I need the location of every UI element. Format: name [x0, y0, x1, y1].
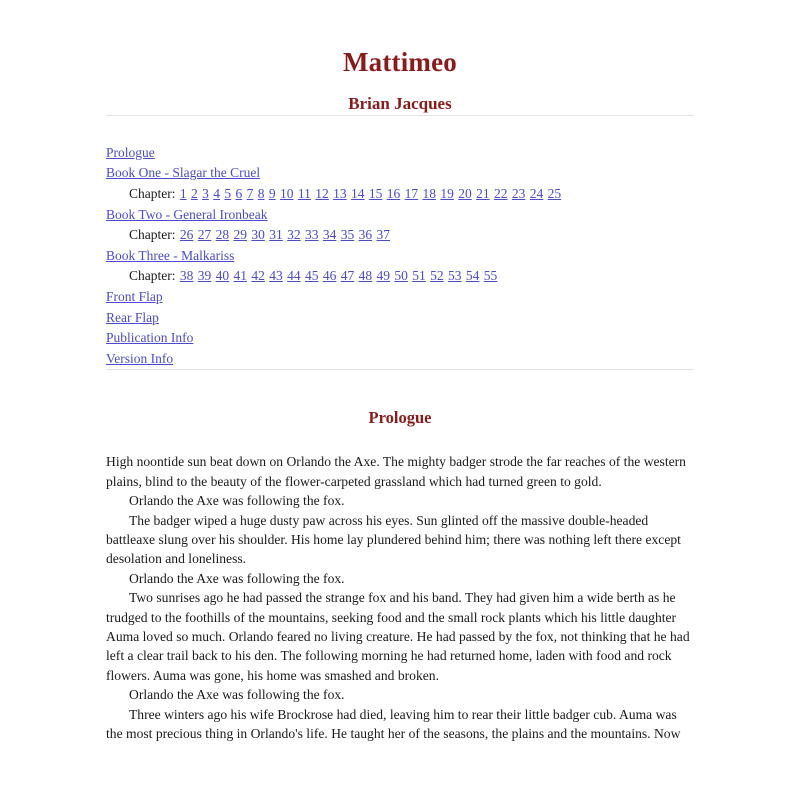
page-title: Mattimeo: [342, 47, 458, 77]
chapter-links-book-three: [176, 268, 498, 283]
prologue-body: [106, 428, 694, 743]
prologue-heading: Prologue: [368, 408, 432, 428]
chapter-link-28[interactable]: 28: [215, 227, 230, 243]
chapter-link-2[interactable]: 2: [191, 185, 198, 201]
title-block: [106, 0, 694, 115]
chapter-list-book-one: [106, 184, 694, 205]
chapter-label: Chapter:: [129, 185, 176, 201]
chapter-link-18[interactable]: 18: [422, 185, 436, 201]
paragraph: Orlando the Axe was following the fox.: [129, 570, 345, 586]
chapter-list-book-three: [106, 266, 694, 287]
toc-entry-book-one: [106, 163, 694, 184]
paragraph: High noontide sun beat down on Orlando the Axe. The mighty badger strode the far reaches of the western plains, blind to the beauty of the flower-carpeted grassland which had turned green to gold.: [106, 454, 686, 489]
chapter-link-23[interactable]: 23: [511, 185, 526, 201]
chapter-link-34[interactable]: 34: [322, 227, 337, 243]
chapter-link-35[interactable]: 35: [340, 227, 355, 243]
toc-link-front-flap[interactable]: Front Flap: [106, 288, 163, 304]
chapter-link-49[interactable]: 49: [376, 268, 390, 284]
toc-link-rear-flap[interactable]: Rear Flap: [106, 309, 159, 325]
toc-link-version-info[interactable]: Version Info: [106, 350, 174, 366]
chapter-link-27[interactable]: 27: [197, 227, 212, 243]
chapter-link-12[interactable]: 12: [315, 185, 329, 201]
chapter-link-36[interactable]: 36: [358, 227, 373, 243]
chapter-link-21[interactable]: 21: [476, 185, 490, 201]
chapter-link-7[interactable]: 7: [246, 185, 254, 201]
chapter-label: Chapter:: [129, 268, 176, 284]
chapter-link-52[interactable]: 52: [430, 268, 444, 284]
chapter-link-10[interactable]: 10: [280, 185, 294, 201]
chapter-link-47[interactable]: 47: [340, 268, 355, 284]
chapter-link-5[interactable]: 5: [224, 185, 232, 201]
chapter-link-51[interactable]: 51: [412, 268, 426, 284]
chapter-link-24[interactable]: 24: [529, 185, 544, 201]
chapter-links-book-two: [176, 227, 391, 242]
chapter-link-46[interactable]: 46: [322, 268, 337, 284]
toc-entry-rear-flap: [106, 308, 694, 329]
toc-link-book-two[interactable]: Book Two - General Ironbeak: [106, 206, 268, 222]
chapter-link-8[interactable]: 8: [257, 185, 265, 201]
chapter-link-43[interactable]: 43: [269, 268, 283, 284]
chapter-link-33[interactable]: 33: [305, 227, 319, 243]
paragraph: Orlando the Axe was following the fox.: [129, 493, 345, 509]
chapter-link-16[interactable]: 16: [386, 185, 401, 201]
chapter-link-11[interactable]: 11: [297, 185, 311, 201]
table-of-contents: [106, 116, 694, 370]
chapter-link-30[interactable]: 30: [251, 227, 265, 243]
chapter-link-6[interactable]: 6: [235, 185, 243, 201]
chapter-list-book-two: [106, 225, 694, 246]
chapter-link-54[interactable]: 54: [465, 268, 480, 284]
chapter-link-29[interactable]: 29: [233, 227, 247, 243]
toc-entry-book-three: [106, 246, 694, 267]
chapter-link-1[interactable]: 1: [179, 185, 187, 201]
chapter-link-38[interactable]: 38: [179, 268, 194, 284]
chapter-link-48[interactable]: 48: [358, 268, 373, 284]
chapter-link-31[interactable]: 31: [269, 227, 283, 243]
chapter-link-17[interactable]: 17: [404, 185, 419, 201]
toc-entry-prologue: [106, 143, 694, 164]
chapter-link-45[interactable]: 45: [305, 268, 319, 284]
chapter-link-44[interactable]: 44: [287, 268, 301, 284]
toc-entry-version-info: [106, 349, 694, 370]
chapter-link-40[interactable]: 40: [215, 268, 230, 284]
toc-link-book-three[interactable]: Book Three - Malkariss: [106, 247, 235, 263]
chapter-link-42[interactable]: 42: [251, 268, 265, 284]
chapter-link-20[interactable]: 20: [458, 185, 472, 201]
chapter-link-3[interactable]: 3: [202, 185, 209, 201]
chapter-link-22[interactable]: 22: [494, 185, 508, 201]
chapter-links-book-one: [176, 186, 562, 201]
chapter-link-50[interactable]: 50: [394, 268, 408, 284]
chapter-link-15[interactable]: 15: [368, 185, 383, 201]
toc-link-publication-info[interactable]: Publication Info: [106, 330, 194, 346]
chapter-link-19[interactable]: 19: [440, 185, 454, 201]
chapter-link-9[interactable]: 9: [268, 185, 276, 201]
paragraph: The badger wiped a huge dusty paw across his eyes. Sun glinted off the massive double-headed battleaxe slung over his shoulder. His home lay plundered behind him; there was nothing left there except desolation and loneliness.: [106, 512, 681, 567]
chapter-link-25[interactable]: 25: [547, 185, 562, 201]
toc-link-book-one[interactable]: Book One - Slagar the Cruel: [106, 165, 261, 181]
paragraph: Two sunrises ago he had passed the strange fox and his band. They had given him a wide berth as he trudged to the foothills of the mountains, seeking food and the small rock plants which his little daughter Auma loved so much. Orlando feared no living creature. He had passed by the fox, not thinking that he had left a clear trail back to his den. The following morning he had returned home, laden with food and rock flowers. Auma was gone, his home was smashed and broken.: [106, 590, 690, 683]
chapter-link-41[interactable]: 41: [233, 268, 247, 284]
toc-entry-publication-info: [106, 328, 694, 349]
chapter-link-14[interactable]: 14: [351, 185, 365, 201]
toc-entry-front-flap: [106, 287, 694, 308]
chapter-link-13[interactable]: 13: [333, 185, 347, 201]
chapter-link-4[interactable]: 4: [213, 185, 220, 201]
paragraph: Orlando the Axe was following the fox.: [129, 687, 345, 703]
chapter-link-37[interactable]: 37: [376, 227, 390, 243]
chapter-link-53[interactable]: 53: [448, 268, 462, 284]
chapter-link-26[interactable]: 26: [179, 227, 194, 243]
chapter-link-55[interactable]: 55: [483, 268, 498, 284]
toc-link-prologue[interactable]: Prologue: [106, 144, 155, 160]
toc-entry-book-two: [106, 205, 694, 226]
book-author: Brian Jacques: [348, 94, 452, 114]
chapter-label: Chapter:: [129, 227, 176, 243]
chapter-link-32[interactable]: 32: [287, 227, 301, 243]
chapter-link-39[interactable]: 39: [197, 268, 212, 284]
paragraph: Three winters ago his wife Brockrose had died, leaving him to rear their little badger cub. Auma was the most precious thing in Orlando's life. He taught her of the seasons, the plains and the mountains. Now: [106, 706, 681, 741]
